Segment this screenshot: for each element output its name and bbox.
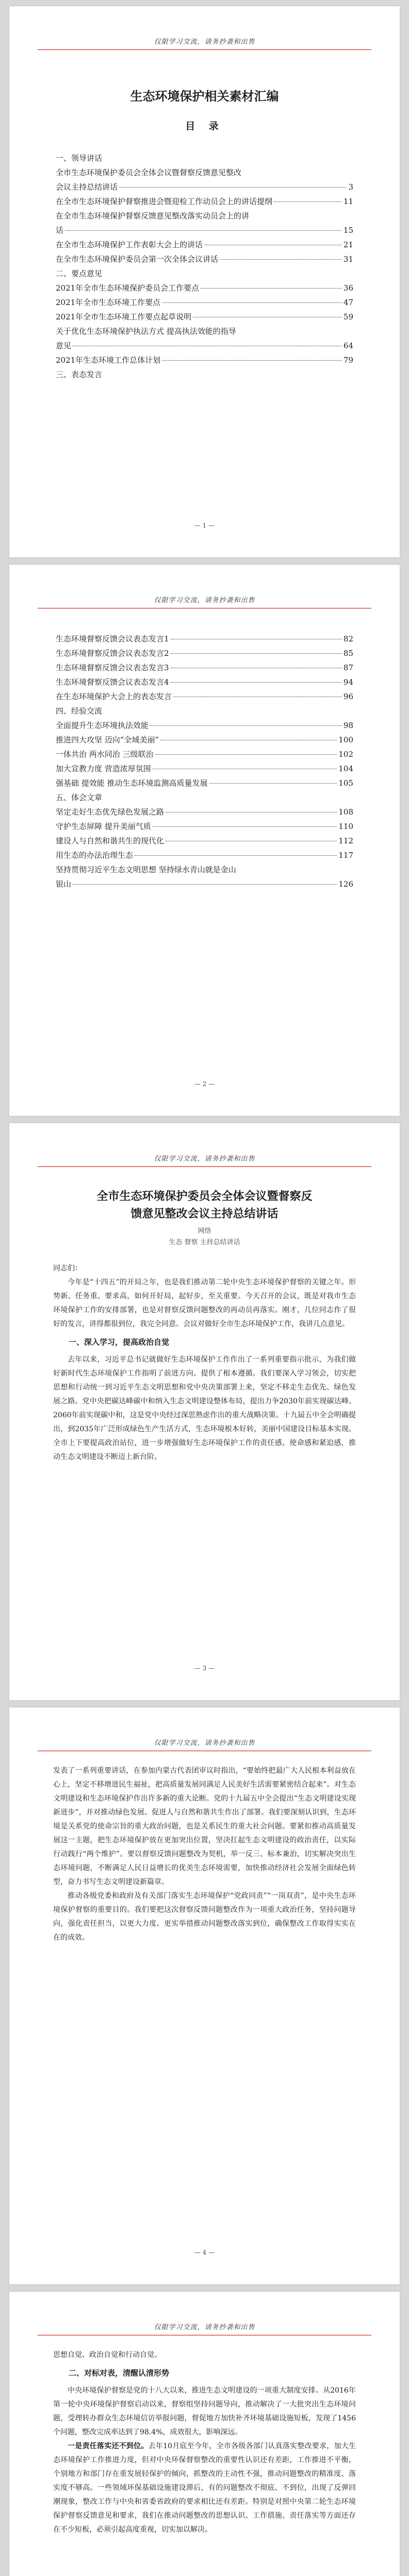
toc-leader bbox=[162, 302, 342, 303]
toc-page-number: 87 bbox=[343, 663, 353, 672]
toc-entry[interactable] bbox=[56, 194, 353, 209]
toc-entry[interactable] bbox=[56, 660, 353, 675]
toc-page-number: 21 bbox=[343, 240, 353, 249]
toc-section: 二、要点意见 bbox=[56, 269, 103, 278]
running-header: 仅限学习交流，请务抄袭和出售 bbox=[154, 38, 255, 46]
toc-entry-text: 在全市生态环境保护委员会第一次全体会议讲话 bbox=[56, 255, 219, 264]
article-title-line: 全市生态环境保护委员会全体会议暨督察反 bbox=[96, 1190, 313, 1203]
toc-entry[interactable] bbox=[56, 834, 353, 848]
toc-leader bbox=[274, 201, 342, 202]
toc-entry-text: 话 bbox=[56, 226, 64, 235]
toc-entry[interactable] bbox=[56, 776, 353, 790]
page-number: — 3 — bbox=[194, 1665, 215, 1672]
toc-page-number: 98 bbox=[343, 721, 353, 730]
toc-entry[interactable] bbox=[56, 353, 353, 367]
toc-entry-text: 守护生态屏障 提升美丽气质 bbox=[56, 822, 151, 831]
toc-leader bbox=[201, 288, 342, 289]
article-content bbox=[53, 2348, 356, 2537]
toc-page-number: 11 bbox=[343, 197, 353, 206]
toc-page-number: 96 bbox=[343, 692, 353, 701]
page-1 bbox=[9, 6, 400, 557]
paragraph: 去年以来，习近平总书记就做好生态环境保护工作作出了一系列重要指示批示，为我们做好新时代生态环境保护工作指明了前进方向、提供了根本遵循。我们要深入学习领会，切实把思想和行动统一到习近平生态文明思想和党中央决策部署上来，坚定不移走生态优先、绿色发展之路。党中央把碳达峰碳中和纳入生态文明建设整体布局，提出力争2030年前实现碳达峰、2060年前实现碳中和，这是党中央经过深思熟虑作出的重大战略决策。十九届五中全会明确提出，到2035年广泛形成绿色生产生活方式，生态环境根本好转，美丽中国建设目标基本实现。全市上下要提高政治站位，进一步增强做好生态环境保护工作的责任感、使命感和紧迫感，推动生态文明建设不断迈上新台阶。 bbox=[53, 1355, 356, 1461]
page-number: — 2 — bbox=[194, 1080, 215, 1088]
toc-entry[interactable] bbox=[56, 223, 353, 238]
toc-entry-text: 强基础 提效能 推动生态环境监测高质量发展 bbox=[56, 778, 208, 788]
toc-entry-text[interactable]: 坚持贯彻习近平生态文明思想 坚持绿水青山就是金山 bbox=[56, 865, 236, 874]
toc-page-number: 117 bbox=[338, 851, 353, 860]
article-title bbox=[53, 1188, 356, 1223]
toc-page-number: 100 bbox=[338, 735, 353, 744]
toc-entry[interactable] bbox=[56, 733, 353, 747]
running-header: 仅限学习交流，请务抄袭和出售 bbox=[154, 597, 255, 604]
page-3 bbox=[9, 1123, 400, 1700]
header-rule bbox=[38, 1166, 371, 1167]
toc-section: 一、领导讲话 bbox=[56, 154, 103, 163]
salutation: 同志们： bbox=[53, 1264, 82, 1273]
article-title-line: 馈意见整改会议主持总结讲话 bbox=[130, 1207, 279, 1221]
toc-leader bbox=[171, 653, 342, 654]
toc-leader bbox=[171, 682, 342, 683]
toc-entry-text: 2021年全市生态环境保护委员会工作要点 bbox=[56, 283, 200, 293]
toc-page-number: 31 bbox=[343, 255, 353, 264]
toc-leader bbox=[155, 754, 337, 755]
toc-entry-text: 2021年生态环境工作总体计划 bbox=[56, 355, 161, 365]
section-heading: 二、对标对表，清醒认清形势 bbox=[69, 2368, 170, 2378]
article-source: 网络 bbox=[198, 1227, 211, 1235]
toc-entry-text: 在全市生态环境保护工作表彰大会上的讲话 bbox=[56, 240, 203, 249]
toc-entry-text: 2021年全市生态环境工作要点 bbox=[56, 298, 161, 307]
toc-entry[interactable] bbox=[56, 632, 353, 646]
paragraph: 思想自觉、政治自觉和行动自觉。 bbox=[53, 2351, 161, 2359]
toc-section: 五、体会文章 bbox=[56, 793, 103, 802]
toc-page-number: 82 bbox=[343, 634, 353, 643]
toc-entry[interactable] bbox=[56, 805, 353, 819]
paragraph bbox=[53, 2439, 356, 2537]
toc-page-number: 64 bbox=[343, 341, 353, 350]
toc-entry[interactable] bbox=[56, 646, 353, 660]
toc-entry-text: 推进四大攻坚 迈向“全域美丽” bbox=[56, 735, 159, 744]
toc-entry-text: 一体共治 两水同治 三级联治 bbox=[56, 750, 154, 759]
running-header: 仅限学习交流，请务抄袭和出售 bbox=[154, 1739, 255, 1747]
toc-entry-text: 加大宣教力度 营造浓厚氛围 bbox=[56, 764, 151, 773]
page-number: — 4 — bbox=[194, 2249, 215, 2256]
header-rule bbox=[38, 49, 371, 50]
toc-entry-text: 银山 bbox=[56, 879, 72, 889]
toc-entry-text: 意见 bbox=[56, 341, 72, 350]
article-content bbox=[53, 1177, 356, 1464]
toc-entry-text[interactable]: 全市生态环境保护委员会全体会议暨督察反馈意见整改 bbox=[56, 168, 242, 177]
toc-entry[interactable] bbox=[56, 877, 353, 891]
toc-page-number: 85 bbox=[343, 649, 353, 658]
toc-content bbox=[56, 632, 353, 891]
toc-entry-text: 用生态的办法治理生态 bbox=[56, 851, 134, 860]
toc-entry[interactable] bbox=[56, 848, 353, 862]
toc-entry-text[interactable]: 在全市生态环境保护督察反馈意见整改落实动员会上的讲 bbox=[56, 211, 250, 221]
page-5 bbox=[9, 2292, 400, 2576]
toc-leader bbox=[162, 360, 342, 361]
toc-entry-text: 建设人与自然和谐共生的现代化 bbox=[56, 836, 165, 845]
toc-entry[interactable] bbox=[56, 252, 353, 266]
toc-entry[interactable] bbox=[56, 338, 353, 353]
toc-entry[interactable] bbox=[56, 747, 353, 761]
toc-entry-text: 坚定走好生态优先绿色发展之路 bbox=[56, 807, 165, 817]
section-heading: 一、深入学习，提高政治自觉 bbox=[69, 1337, 170, 1347]
running-header: 仅限学习交流，请务抄袭和出售 bbox=[154, 1155, 255, 1163]
running-header: 仅限学习交流，请务抄袭和出售 bbox=[154, 2324, 255, 2331]
toc-page-number: 59 bbox=[343, 312, 353, 321]
toc-section: 三、表态发言 bbox=[56, 370, 103, 379]
toc-section: 四、经验交流 bbox=[56, 706, 103, 716]
toc-entry[interactable] bbox=[56, 761, 353, 776]
toc-page-number: 47 bbox=[343, 298, 353, 307]
toc-page-number: 104 bbox=[338, 764, 353, 773]
toc-leader bbox=[150, 725, 342, 726]
toc-entry[interactable] bbox=[56, 238, 353, 252]
toc-entry[interactable] bbox=[56, 675, 353, 689]
page-4 bbox=[9, 1707, 400, 2284]
toc-leader bbox=[65, 230, 342, 231]
toc-entry-text: 生态环境督察反馈会议表态发言1 bbox=[56, 634, 169, 643]
toc-page-number: 112 bbox=[338, 836, 353, 845]
article-content bbox=[53, 1764, 356, 1945]
page-number: — 1 — bbox=[194, 522, 215, 529]
toc-leader bbox=[209, 783, 337, 784]
toc-leader bbox=[220, 259, 342, 260]
paragraph: 发表了一系列重要讲话，在参加内蒙古代表团审议时指出，“要始终把最广大人民根本利益放在心上，坚定不移增进民生福祉，把高质量发展同满足人民美好生活需要紧密结合起来”。对生态文明建设和生态环境保护作出许多新的重大论断。党的十九届五中全会提出“生态文明建设实现新进步”，并对推动绿色发展、促进人与自然和谐共生作出了部署。我们要深刻认识到，生态环境是关系党的使命宗旨的重大政治问题，也是关系民生的重大社会问题。要紧扣推动高质量发展这一主题，把生态环境保护放在更加突出位置，坚决扛起生态文明建设的政治责任，以实际行动践行“两个维护”。要以督察反馈问题整改为契机，举一反三、标本兼治，切实解决突出生态环境问题，不断满足人民日益增长的优美生态环境需要，加快推动经济社会发展全面绿色转型，奋力书写生态文明建设新篇章。 bbox=[53, 1767, 356, 1886]
toc-page-number: 79 bbox=[343, 355, 353, 365]
toc-page-number: 15 bbox=[343, 226, 353, 235]
paragraph: 推动各级党委和政府及有关部门落实生态环境保护“党政同责”“一岗双责”，是中央生态环境保护督察的重要目的。我们要把这次督察反馈问题整改作为一项重大政治任务，坚持问题导向，强化责任担当，以更大力度、更实举措推动问题整改落实到位，确保整改工作取得实实在在的成效。 bbox=[53, 1892, 356, 1942]
toc-entry[interactable] bbox=[56, 689, 353, 704]
toc-content bbox=[56, 65, 353, 382]
toc-page-number: 3 bbox=[348, 182, 353, 192]
toc-leader bbox=[73, 884, 337, 885]
toc-entry[interactable] bbox=[56, 718, 353, 733]
toc-page-number: 105 bbox=[338, 778, 353, 788]
toc-entry-text: 2021年全市生态环境工作要点起草说明 bbox=[56, 312, 192, 321]
paragraph: 中央环境保护督察是党的十八大以来，推进生态文明建设的一项重大制度安排。从2016年第一轮中央环境保护督察启动以来，督察组坚持问题导向，推动解决了一大批突出生态环境问题，受理转办群众生态环境信访举报问题，督促地方加快补齐环境基础设施短板，发现了1456个问题，整改完成率达到了98.4%，成效很大，影响深远。 bbox=[53, 2386, 356, 2436]
toc-entry-text: 生态环境督察反馈会议表态发言4 bbox=[56, 677, 169, 687]
page-2 bbox=[9, 565, 400, 1116]
toc-page-number: 102 bbox=[338, 750, 353, 759]
document-title: 生态环境保护相关素材汇编 bbox=[130, 89, 279, 104]
toc-leader bbox=[119, 187, 347, 188]
toc-entry-text[interactable]: 关于优化生态环境保护执法方式 提高执法效能的指导 bbox=[56, 327, 236, 336]
article-author: 生态 督察 主持总结讲话 bbox=[169, 1239, 240, 1246]
paragraph: 今年是“十四五”的开局之年，也是我们推动第二轮中央生态环境保护督察的关键之年。形势新、任务重、要求高，如何开好局，起好步，至关重要。今天召开的会议，既是对我市生态环境保护工作的安排部署，也是对督察反馈问题整改的再动员再落实。刚才，几位同志作了很好的发言，讲得都很到位，我完全同意。会议对做好全市生态环境保护工作，我讲几点意见。 bbox=[53, 1278, 356, 1328]
toc-page-number: 94 bbox=[343, 677, 353, 687]
toc-entry-text: 全面提升生态环境执法效能 bbox=[56, 721, 149, 730]
toc-entry-text: 在全市生态环境保护督察推进会暨迎检工作动员会上的讲话提纲 bbox=[56, 197, 273, 206]
toc-entry[interactable] bbox=[56, 819, 353, 834]
toc-page-number: 110 bbox=[338, 822, 353, 831]
toc-page-number: 126 bbox=[338, 879, 353, 889]
toc-entry-text: 在生态环境保护大会上的表态发言 bbox=[56, 692, 172, 701]
toc-heading: 目 录 bbox=[185, 121, 224, 132]
toc-leader bbox=[135, 855, 337, 856]
toc-entry-text: 生态环境督察反馈会议表态发言3 bbox=[56, 663, 169, 672]
toc-entry[interactable] bbox=[56, 310, 353, 324]
toc-entry-text: 生态环境督察反馈会议表态发言2 bbox=[56, 649, 169, 658]
toc-entry[interactable] bbox=[56, 295, 353, 310]
toc-leader bbox=[153, 826, 337, 827]
toc-page-number: 36 bbox=[343, 283, 353, 293]
toc-entry-text: 会议主持总结讲话 bbox=[56, 182, 118, 192]
toc-entry[interactable] bbox=[56, 180, 353, 194]
toc-page-number: 108 bbox=[338, 807, 353, 817]
lead-phrase: 一是责任落实还不到位。 bbox=[68, 2442, 149, 2450]
paragraph-text: 去年10月底至今年，全市各级各部门认真落实整改要求，加大生态环境保护工作推进力度，但对中央环保督察整改的重要性认识还有差距，工作推进不平衡，个别地方和部门存在重发展轻保护的倾向，抓整改的主动性不强，推动问题整改的精准度、落实度不够高。一些领域环保基础设施建设滞后，有的问题整改不彻底、不到位，出现了反弹回潮现象，整改工作与中央和省委省政府的要求相比还有差距。特别是对照中央第二轮生态环境保护督察反馈意见和要求，我们在推动问题整改的思想认识、工作措施、责任落实等方面还存在不少短板，必须引起高度重视，切实加以解决。 bbox=[53, 2442, 356, 2534]
toc-entry[interactable] bbox=[56, 281, 353, 295]
